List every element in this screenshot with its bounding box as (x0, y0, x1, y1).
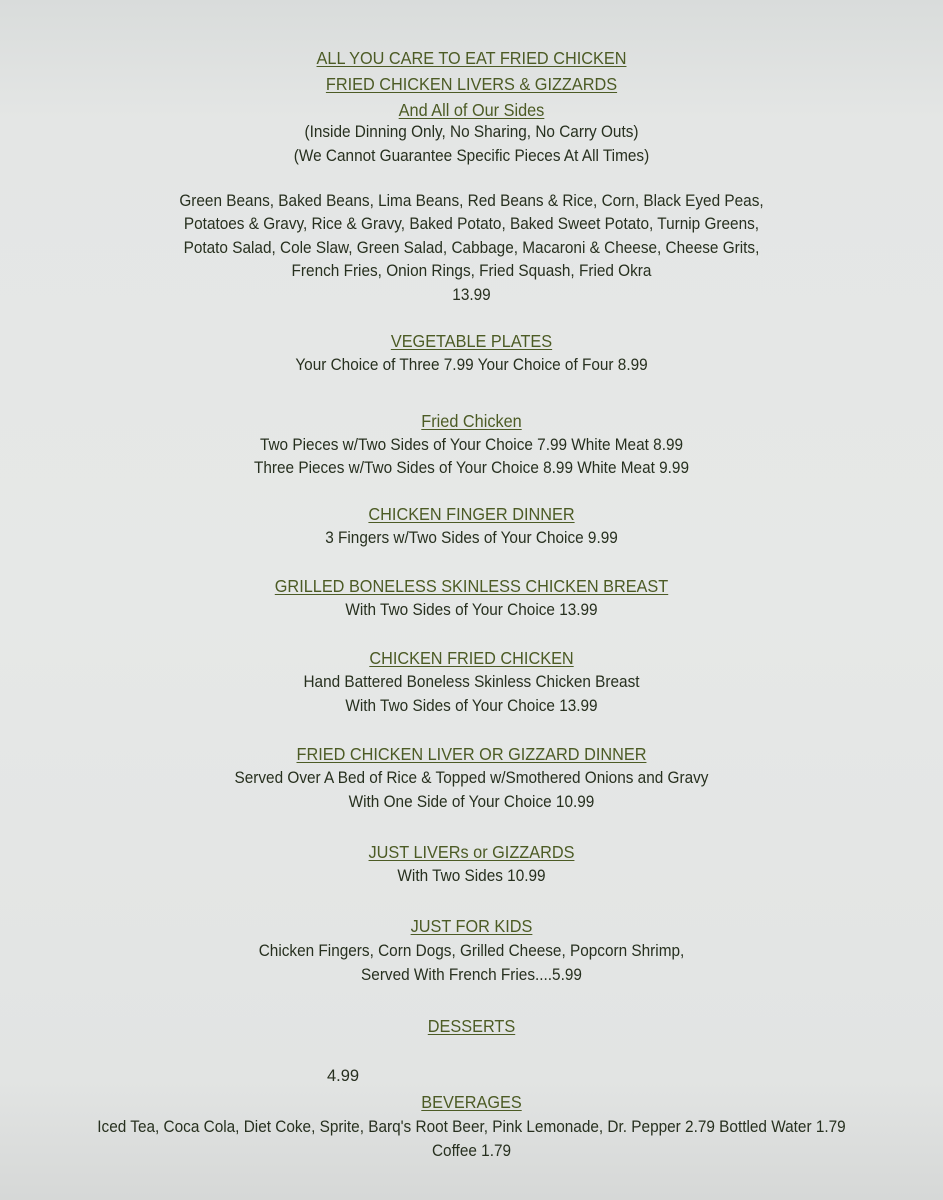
ayce-sides-heading: And All of Our Sides (398, 100, 545, 120)
vegetable-plates-title: VEGETABLE PLATES (390, 331, 553, 351)
ayce-price: 13.99 (452, 286, 491, 304)
ayce-note-guarantee: (We Cannot Guarantee Specific Pieces At All Times) (293, 147, 650, 165)
ayce-subtitle: FRIED CHICKEN LIVERS & GIZZARDS (325, 74, 618, 94)
just-livers-desc: With Two Sides 10.99 (397, 867, 546, 885)
vegetable-plates-prices: Your Choice of Three 7.99 Your Choice of Four 8.99 (295, 356, 648, 374)
kids-title: JUST FOR KIDS (410, 916, 533, 936)
liver-gizzard-dinner-desc: Served Over A Bed of Rice & Topped w/Smothered Onions and Gravy (234, 769, 709, 787)
sides-list-line: French Fries, Onion Rings, Fried Squash, Fried Okra (291, 262, 652, 280)
liver-gizzard-dinner-title: FRIED CHICKEN LIVER OR GIZZARD DINNER (296, 744, 647, 764)
beverages-list: Iced Tea, Coca Cola, Diet Coke, Sprite, Barq's Root Beer, Pink Lemonade, Dr. Pepper 2.79 Bottled Water 1.79 (97, 1118, 846, 1136)
desserts-price: 4.99 (327, 1067, 360, 1085)
kids-price: Served With French Fries....5.99 (361, 966, 582, 984)
chicken-fried-chicken-price: With Two Sides of Your Choice 13.99 (345, 697, 598, 715)
kids-items: Chicken Fingers, Corn Dogs, Grilled Cheese, Popcorn Shrimp, (258, 942, 685, 960)
chicken-finger-desc: 3 Fingers w/Two Sides of Your Choice 9.99 (325, 529, 618, 547)
grilled-breast-desc: With Two Sides of Your Choice 13.99 (345, 601, 598, 619)
beverages-coffee: Coffee 1.79 (431, 1142, 512, 1160)
liver-gizzard-dinner-price: With One Side of Your Choice 10.99 (348, 793, 595, 811)
chicken-fried-chicken-title: CHICKEN FRIED CHICKEN (369, 648, 574, 668)
beverages-title: BEVERAGES (421, 1092, 522, 1112)
sides-list-line: Green Beans, Baked Beans, Lima Beans, Red Beans & Rice, Corn, Black Eyed Peas, (179, 192, 764, 210)
fried-chicken-title: Fried Chicken (421, 411, 522, 431)
desserts-title: DESSERTS (427, 1016, 516, 1036)
fried-chicken-three-pieces: Three Pieces w/Two Sides of Your Choice 8.99 White Meat 9.99 (253, 459, 690, 477)
chicken-fried-chicken-desc: Hand Battered Boneless Skinless Chicken Breast (303, 673, 640, 691)
chicken-finger-title: CHICKEN FINGER DINNER (368, 504, 575, 524)
ayce-note-dining: (Inside Dinning Only, No Sharing, No Carry Outs) (304, 123, 639, 141)
just-livers-title: JUST LIVERs or GIZZARDS (368, 842, 575, 862)
sides-list-line: Potato Salad, Cole Slaw, Green Salad, Cabbage, Macaroni & Cheese, Cheese Grits, (183, 239, 760, 257)
ayce-title: ALL YOU CARE TO EAT FRIED CHICKEN (316, 48, 627, 68)
grilled-breast-title: GRILLED BONELESS SKINLESS CHICKEN BREAST (274, 576, 669, 596)
fried-chicken-two-pieces: Two Pieces w/Two Sides of Your Choice 7.99 White Meat 8.99 (259, 436, 684, 454)
sides-list-line: Potatoes & Gravy, Rice & Gravy, Baked Potato, Baked Sweet Potato, Turnip Greens, (183, 215, 760, 233)
